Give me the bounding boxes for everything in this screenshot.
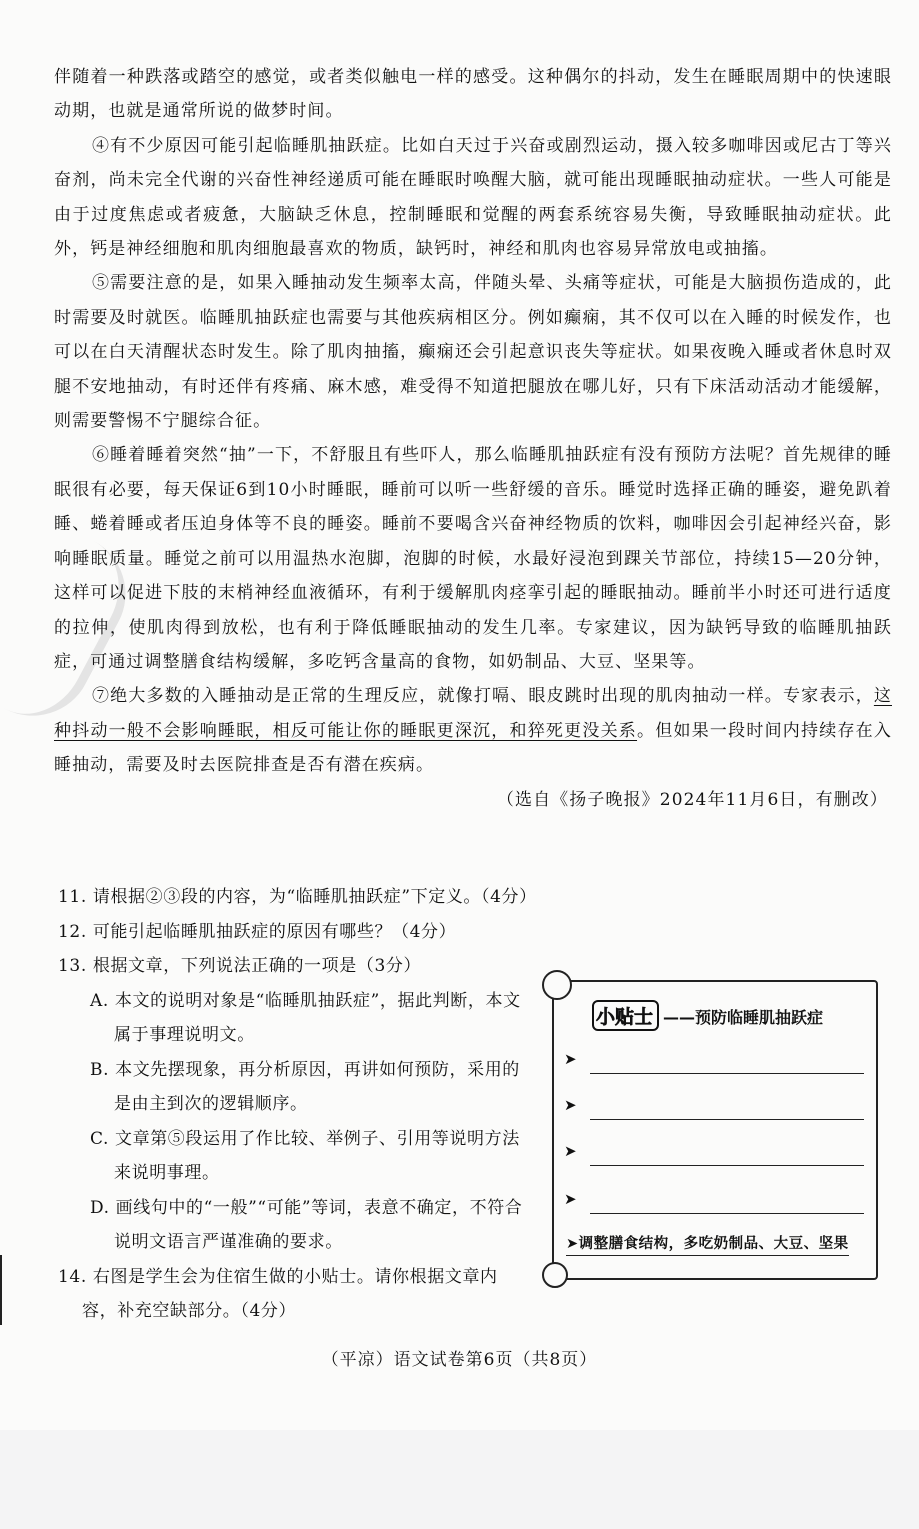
question-11: 11. 请根据②③段的内容，为“临睡肌抽跃症”下定义。（4分） <box>58 887 537 907</box>
scroll-curl-bottom <box>542 1262 568 1288</box>
question-14: 14. 右图是学生会为住宿生做的小贴士。请你根据文章内容，补充空缺部分。（4分） <box>58 1266 498 1321</box>
arrow-icon: ➤ <box>564 1050 577 1068</box>
margin-rule <box>0 1255 2 1325</box>
paragraph-6: ⑥睡着睡着突然“抽”一下，不舒服且有些吓人，那么临睡肌抽跃症有没有预防方法呢？首先规律的睡眠很有必要，每天保证6到10小时睡眠，睡前可以听一些舒缓的音乐。睡觉时选择正确的睡姿，避免趴着睡、蜷着睡或者压迫身体等不良的睡姿。睡前不要喝含兴奋神经物质的饮料，咖啡因会引起神经兴奋，影响睡眠质量。睡觉之前可以用温热水泡脚，泡脚的时候，水最好浸泡到踝关节部位，持续15—20分钟，这样可以促进下肢的末梢神经血液循环，有利于缓解肌肉痉挛引起的睡眠抽动。睡前半小时还可进行适度的拉伸，使肌肉得到放松，也有利于降低睡眠抽动的发生几率。专家建议，因为缺钙导致的临睡肌抽跃症，可通过调整膳食结构缓解，多吃钙含量高的食物，如奶制品、大豆、坚果等。 <box>54 445 892 672</box>
paragraph-7-start: ⑦绝大多数的入睡抽动是正常的生理反应，就像打嗝、眼皮跳时出现的肌肉抽动一样。专家表示， <box>92 686 874 707</box>
tip-blank-1 <box>564 1048 864 1076</box>
question-13-option-a: A. 本文的说明对象是“临睡肌抽跃症”，据此判断，本文属于事理说明文。 <box>90 990 521 1045</box>
paragraph-4: ④有不少原因可能引起临睡肌抽跃症。比如白天过于兴奋或剧烈运动，摄入较多咖啡因或尼古丁等兴奋剂，尚未完全代谢的兴奋性神经递质可能在睡眠时唤醒大脑，就可能出现睡眠抽动症状。一些人可能是由于过度焦虑或者疲惫，大脑缺乏休息，控制睡眠和觉醒的两套系统容易失衡，导致睡眠抽动症状。此外，钙是神经细胞和肌肉细胞最喜欢的物质，缺钙时，神经和肌肉也容易异常放电或抽搐。 <box>54 135 892 260</box>
scroll-curl-top <box>542 970 572 1000</box>
question-12: 12. 可能引起临睡肌抽跃症的原因有哪些？（4分） <box>58 921 457 942</box>
question-13-option-b: B. 本文先摆现象，再分析原因，再讲如何预防，采用的是由主到次的逻辑顺序。 <box>90 1059 520 1114</box>
arrow-icon: ➤ <box>564 1096 577 1114</box>
tip-filled-line <box>552 1232 852 1260</box>
arrow-icon: ➤ <box>564 1190 577 1208</box>
tip-card <box>542 970 882 1288</box>
tip-blank-3 <box>564 1140 864 1168</box>
page-footer: （平凉）语文试卷第6页（共8页） <box>321 1350 598 1370</box>
question-13-option-c: C. 文章第⑤段运用了作比较、举例子、引用等说明方法来说明事理。 <box>90 1128 520 1183</box>
tip-filled-text: ➤调整膳食结构，多吃奶制品、大豆、坚果 <box>566 1232 849 1256</box>
article-source: （选自《扬子晚报》2024年11月6日，有删改） <box>496 789 888 810</box>
question-13-option-d: D. 画线句中的“一般”“可能”等词，表意不确定，不符合说明文语言严谨准确的要求。 <box>90 1197 523 1252</box>
paragraph-7 <box>54 679 892 782</box>
paragraph-7-end: 。但如果一段时间内持续存在入睡抽动，需要及时去医院排查是否有潜在疾病。 <box>54 720 892 776</box>
tip-blank-2 <box>564 1094 864 1122</box>
tip-blank-4 <box>564 1188 864 1216</box>
underlined-sentence: 这种抖动一般不会影响睡眠，相反可能让你的睡眠更深沉，和猝死更没关系 <box>54 686 892 741</box>
tip-subtitle: ——预防临睡肌抽跃症 <box>663 1008 824 1027</box>
paragraph-3-continued: 伴随着一种跌落或踏空的感觉，或者类似触电一样的感受。这种偶尔的抖动，发生在睡眠周期中的快速眼动期，也就是通常所说的做梦时间。 <box>54 67 892 122</box>
tip-badge: 小贴士 <box>592 1000 659 1031</box>
question-list <box>58 880 537 1329</box>
article-text <box>54 60 892 817</box>
arrow-icon: ➤ <box>564 1142 577 1160</box>
tip-title <box>592 1000 823 1031</box>
paragraph-5: ⑤需要注意的是，如果入睡抽动发生频率太高，伴随头晕、头痛等症状，可能是大脑损伤造成的，此时需要及时就医。临睡肌抽跃症也需要与其他疾病相区分。例如癫痫，其不仅可以在入睡的时候发作，也可以在白天清醒状态时发生。除了肌肉抽搐，癫痫还会引起意识丧失等症状。如果夜晚入睡或者休息时双腿不安地抽动，有时还伴有疼痛、麻木感，难受得不知道把腿放在哪儿好，只有下床活动活动才能缓解，则需要警惕不宁腿综合征。 <box>54 273 892 432</box>
question-13: 13. 根据文章，下列说法正确的一项是（3分） <box>58 956 422 976</box>
